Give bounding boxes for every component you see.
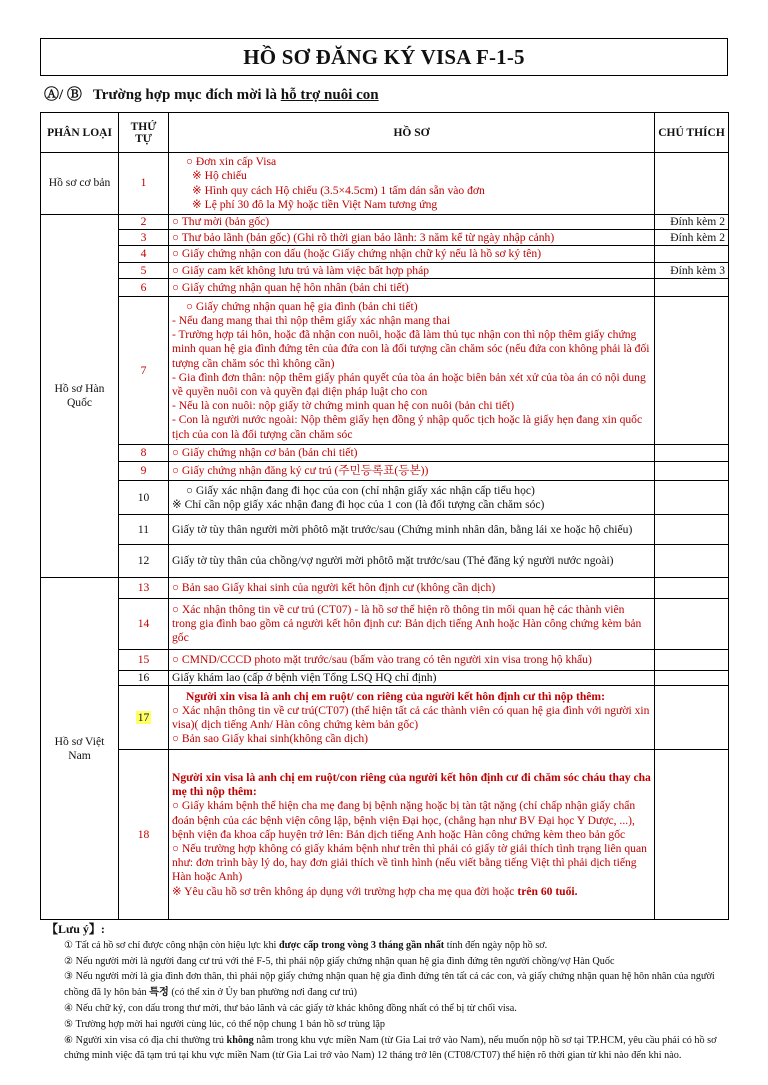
row-content: ○ Giấy xác nhận đang đi học của con (chỉ nhận giấy xác nhận cấp tiểu học) ※ Chỉ cần nộp giấy xác nhận đang đi học của 1 con (là đối tượng cần chăm sóc) [169, 481, 655, 515]
row-number: 12 [119, 545, 169, 578]
row-number: 4 [119, 246, 169, 263]
row-content: ○ Bản sao Giấy khai sinh của người kết hôn định cư (không cần dịch) [169, 578, 655, 599]
table-header-row [41, 113, 729, 153]
row-note [655, 686, 729, 750]
table-row [41, 445, 729, 462]
group-korea: Hồ sơ Hàn Quốc [41, 215, 119, 578]
row-note: Đính kèm 2 [655, 215, 729, 230]
row-note [655, 650, 729, 671]
row-note [655, 671, 729, 686]
row-number: 18 [119, 750, 169, 920]
group-basic: Hồ sơ cơ bản [41, 153, 119, 215]
table-row [41, 750, 729, 920]
note-item: ① Tất cả hồ sơ chỉ được công nhận còn hiệu lực khi được cấp trong vòng 3 tháng gần nhất tính đến ngày nộp hồ sơ. [64, 939, 548, 951]
row-number: 9 [119, 462, 169, 481]
row-note [655, 246, 729, 263]
subtitle-text: Trường hợp mục đích mời là [92, 87, 281, 103]
row-note [655, 445, 729, 462]
row-content: ○ Giấy chứng nhận quan hệ hôn nhân (bản chi tiết) [169, 279, 655, 297]
row-content: ○ Đơn xin cấp Visa ※ Hộ chiếu ※ Hình quy cách Hộ chiếu (3.5×4.5cm) 1 tấm dán sẵn vào đơn ※ Lệ phí 30 đô la Mỹ hoặc tiền Việt Nam tương ứng [169, 153, 655, 215]
row-content: ○ CMND/CCCD photo mặt trước/sau (bấm vào trang có tên người xin visa trong hộ khẩu) [169, 650, 655, 671]
row-note [655, 297, 729, 445]
row-number: 3 [119, 230, 169, 246]
row-number: 6 [119, 279, 169, 297]
table-row [41, 462, 729, 481]
row-note [655, 545, 729, 578]
row-note: Đính kèm 2 [655, 230, 729, 246]
row-number: 15 [119, 650, 169, 671]
row-content: Giấy khám lao (cấp ở bệnh viện Tổng LSQ HQ chỉ định) [169, 671, 655, 686]
table-row [41, 263, 729, 279]
row-content: Giấy tờ tùy thân người mời phôtô mặt trước/sau (Chứng minh nhân dân, bằng lái xe hoặc hộ chiếu) [169, 515, 655, 545]
table-row [41, 650, 729, 671]
row-note [655, 279, 729, 297]
notes-heading: 【Lưu ý】: [46, 922, 105, 936]
row-content: ○ Xác nhận thông tin về cư trú (CT07) - là hồ sơ thể hiện rõ thông tin mối quan hệ các thành viên trong gia đình bao gồm cả người kết hôn định cư: Bản dịch tiếng Anh hoặc Hàn công chứng kèm bản gốc [169, 599, 655, 650]
row-content: ○ Thư mời (bản gốc) [169, 215, 655, 230]
header-category: PHÂN LOẠI [41, 113, 119, 153]
note-item: ④ Nếu chữ ký, con dấu trong thư mời, thư bảo lãnh và các giấy tờ khác không đồng nhất có thể bị từ chối visa. [64, 1002, 517, 1014]
table-row [41, 515, 729, 545]
note-item: ③ Nếu người mời là gia đình đơn thân, thì phải nộp giấy chứng nhận quan hệ gia đình đứng tên tất cả các con, và giấy chứng nhận quan hệ hôn nhân của người chồng đã ly hôn bản 특정 (có thể xin ở Ủy ban phường nơi đang cư trú) [64, 971, 715, 999]
row-number: 16 [119, 671, 169, 686]
table-row [41, 599, 729, 650]
row-note [655, 599, 729, 650]
header-number: THỨ TỰ [119, 113, 169, 153]
table-row [41, 578, 729, 599]
row-number: 1 [119, 153, 169, 215]
row-note [655, 750, 729, 920]
table-row [41, 230, 729, 246]
row-content: Người xin visa là anh chị em ruột/con riêng của người kết hôn định cư đi chăm sóc cháu thay cha mẹ thì nộp thêm: ○ Giấy khám bệnh thể hiện cha mẹ đang bị bệnh nặng hoặc bị tàn tật nặng (chỉ chấp nhận giấy chẩn đoán bệnh của các bệnh viện công lập, bệnh viện Đại học, (chẳng hạn như BV Đại học Y Dược, ...), bệnh viện đa khoa cấp huyện trở lên: Bản dịch tiếng Anh hoặc Hàn công chứng kèm theo bản gốc ○ Nếu trường hợp không có giấy khám bệnh như trên thì phải có giấy tờ giải thích tình trạng liên quan như: đơn trình bày lý do, hay đơn giải thích về tình hình (nếu viết bằng tiếng Việt thì phải dịch tiếng Hàn hoặc Anh) ※ Yêu cầu hồ sơ trên không áp dụng với trường hợp cha mẹ qua đời hoặc trên 60 tuổi. [169, 750, 655, 920]
table-row [41, 279, 729, 297]
row-note [655, 578, 729, 599]
table-row [41, 153, 729, 215]
row-content: Người xin visa là anh chị em ruột/ con riêng của người kết hôn định cư thì nộp thêm: ○ Xác nhận thông tin về cư trú(CT07) (thể hiện tất cả các thành viên có quan hệ gia đình với người xin visa)( dịch tiếng Anh/ Hàn công chứng kèm bản gốc) ○ Bản sao Giấy khai sinh(không cần dịch) [169, 686, 655, 750]
row-number: 11 [119, 515, 169, 545]
table-row [41, 686, 729, 750]
row-number: 7 [119, 297, 169, 445]
table-row [41, 671, 729, 686]
row-note: Đính kèm 3 [655, 263, 729, 279]
row-content: ○ Giấy chứng nhận cơ bản (bản chi tiết) [169, 445, 655, 462]
header-documents: HỒ SƠ [169, 113, 655, 153]
note-item: ⑥ Người xin visa có địa chỉ thường trú không nằm trong khu vực miền Nam (từ Gia Lai trở vào Nam), nếu muốn nộp hồ sơ tại TP.HCM, yêu cầu phải có hồ sơ chứng minh việc đã tạm trú tại khu vực miền Nam (từ Gia Lai trở vào Nam) 12 tháng trở lên (CT08/CT07) thể hiện rõ thời gian từ khi nào đến khi nào. [64, 1034, 717, 1062]
page-title: HỒ SƠ ĐĂNG KÝ VISA F-1-5 [243, 44, 525, 69]
table-row [41, 297, 729, 445]
row-note [655, 515, 729, 545]
note-item: ⑤ Trường hợp mời hai người cùng lúc, có thể nộp chung 1 bản hồ sơ trùng lặp [64, 1018, 386, 1030]
row-content: ○ Giấy chứng nhận con dấu (hoặc Giấy chứng nhận chữ ký nếu là hồ sơ ký tên) [169, 246, 655, 263]
subtitle-markers: Ⓐ/ Ⓑ [44, 87, 82, 103]
row-number: 5 [119, 263, 169, 279]
table-row [41, 246, 729, 263]
row-note [655, 462, 729, 481]
row-content: ○ Giấy chứng nhận đăng ký cư trú (주민등록표(등본)) [169, 462, 655, 481]
group-vietnam: Hồ sơ Việt Nam [41, 578, 119, 920]
subtitle-underlined: hỗ trợ nuôi con [280, 87, 379, 103]
row-number: 13 [119, 578, 169, 599]
row-number: 14 [119, 599, 169, 650]
row-note [655, 153, 729, 215]
row-content: ○ Giấy cam kết không lưu trú và làm việc bất hợp pháp [169, 263, 655, 279]
table-row [41, 215, 729, 230]
subtitle [44, 83, 379, 104]
row-number: 2 [119, 215, 169, 230]
row-number: 17 [119, 686, 169, 750]
notes-section [48, 922, 738, 1064]
documents-table [40, 112, 729, 920]
title-box [40, 38, 728, 76]
note-item: ② Nếu người mời là người đang cư trú với thẻ F-5, thì phải nộp giấy chứng nhận quan hệ gia đình đứng tên người chồng/vợ Hàn Quốc [64, 955, 615, 967]
table-row [41, 545, 729, 578]
table-row [41, 481, 729, 515]
row-number: 8 [119, 445, 169, 462]
row-note [655, 481, 729, 515]
row-number: 10 [119, 481, 169, 515]
header-note: CHÚ THÍCH [655, 113, 729, 153]
row-content: Giấy tờ tùy thân của chồng/vợ người mời phôtô mặt trước/sau (Thẻ đăng ký người nước ngoài) [169, 545, 655, 578]
row-content: ○ Giấy chứng nhận quan hệ gia đình (bản chi tiết) - Nếu đang mang thai thì nộp thêm giấy xác nhận mang thai - Trường hợp tái hôn, hoặc đã nhận con nuôi, hoặc đã làm thủ tục nhận con thì nộp thêm giấy chứng minh quan hệ gia đình đứng tên của đứa con là đối tượng cần chăm sóc (nếu đứa con không phải là đối tượng cần chăm sóc thì không cần) - Gia đình đơn thân: nộp thêm giấy phán quyết của tòa án hoặc biên bản xét xử của tòa án có nội dung về quyền nuôi con và quyền đại diện pháp luật cho con - Nếu là con nuôi: nộp giấy tờ chứng minh quan hệ con nuôi (bản chi tiết) - Con là người nước ngoài: Nộp thêm giấy hẹn đồng ý nhập quốc tịch hoặc là giấy hẹn đang xin quốc tịch của con là đối tượng cần chăm sóc [169, 297, 655, 445]
row-content: ○ Thư bảo lãnh (bản gốc) (Ghi rõ thời gian bảo lãnh: 3 năm kể từ ngày nhập cảnh) [169, 230, 655, 246]
